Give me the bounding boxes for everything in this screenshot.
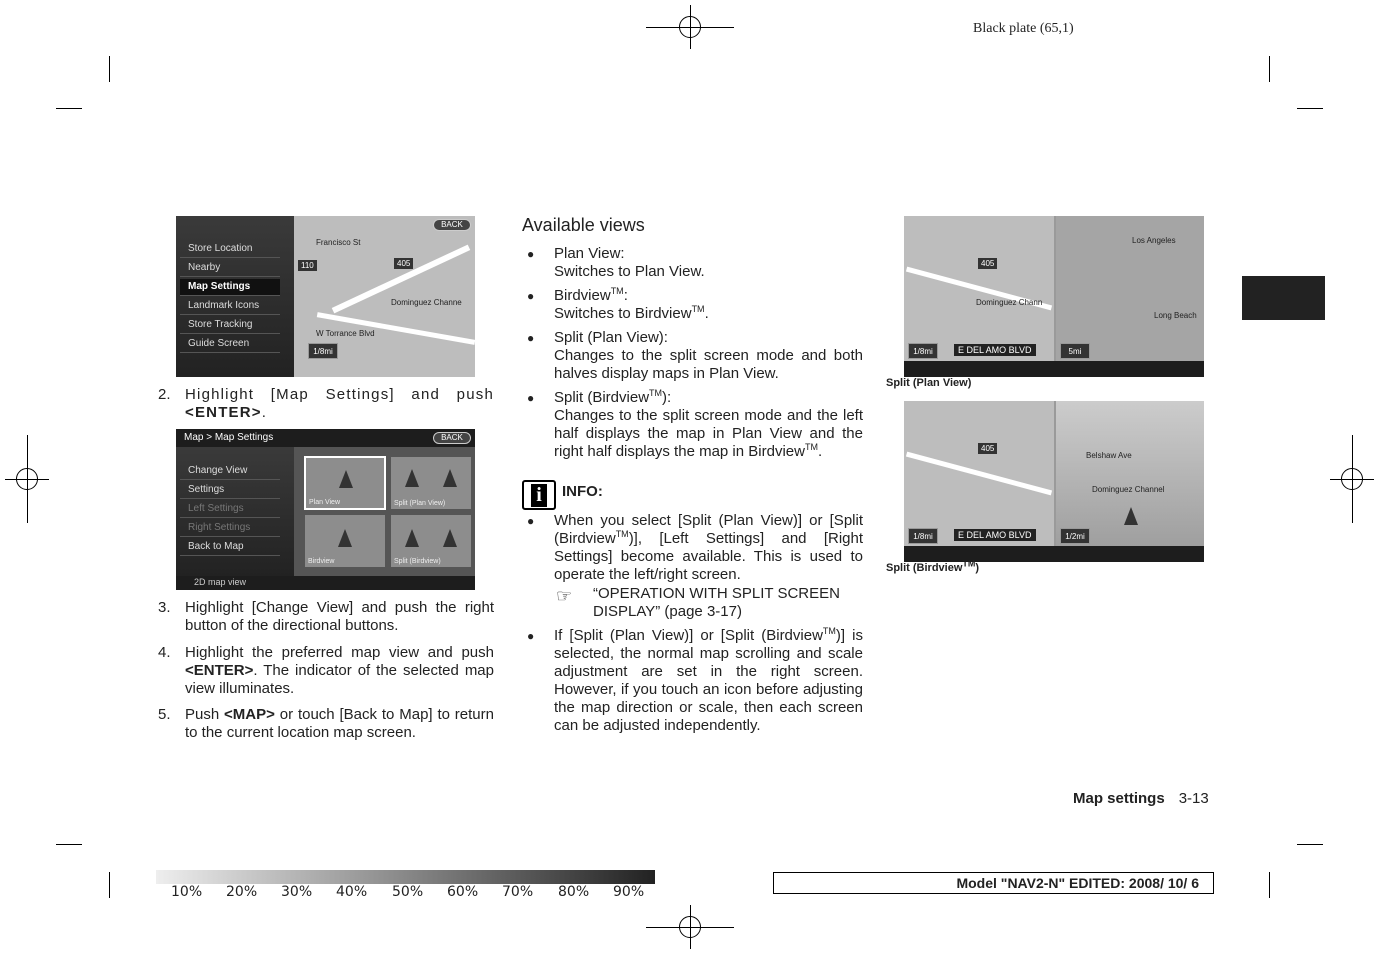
plate-label: Black plate (65,1) — [973, 21, 1074, 36]
info-text — [554, 512, 863, 584]
info-text-part: )] is selected, the normal map scrolling and scale adjustment are set in the right screen. However, if you touch an icon before adjusting the map direction or scale, then each screen can be adjusted independently. — [554, 627, 863, 734]
screenshot-split-plan — [904, 216, 1204, 377]
street-name: E DEL AMO BLVD — [954, 529, 1036, 541]
map-label: Francisco St — [316, 238, 361, 247]
percent-label: 10% — [171, 884, 203, 900]
side-menu — [176, 216, 294, 377]
street-name: E DEL AMO BLVD — [954, 344, 1036, 356]
desc-end: . — [817, 443, 823, 460]
map-label: Dominguez Channe — [391, 298, 462, 307]
trademark: TM — [615, 529, 629, 539]
caption-text: Split (Birdview — [886, 562, 963, 574]
crop-mark — [56, 108, 82, 109]
menu-item-change-view[interactable]: Change View — [180, 463, 280, 480]
crop-mark — [109, 56, 110, 82]
step-text — [185, 706, 494, 742]
scale-indicator[interactable]: 1/8mi — [308, 343, 338, 359]
gray-scale-bar — [156, 870, 655, 884]
menu-item-right-settings[interactable]: Right Settings — [180, 520, 280, 537]
menu-item-landmark-icons[interactable]: Landmark Icons — [180, 298, 280, 315]
info-text-part: )], [Left Settings] and [Right Settings] become available. This is used to operate the left/right screen. — [554, 530, 863, 583]
view-item-title — [554, 287, 863, 305]
map-label: W Torrance Blvd — [316, 329, 375, 338]
desc-end: . — [704, 305, 709, 322]
back-button[interactable]: BACK — [433, 219, 471, 231]
step-text-part: Push — [185, 706, 225, 723]
vehicle-arrow-icon — [1124, 507, 1138, 525]
step-text: Highlight [Change View] and push the right button of the directional buttons. — [185, 599, 494, 634]
tile-label: Split (Plan View) — [394, 500, 446, 507]
title-text: Split (Birdview — [554, 389, 650, 406]
arrow-icon — [443, 529, 457, 547]
scale-indicator-left[interactable]: 1/8mi — [908, 343, 938, 359]
percent-label: 50% — [392, 884, 424, 900]
bullet: ● — [527, 247, 535, 261]
title-text: Birdview — [554, 287, 611, 304]
percent-label: 40% — [336, 884, 368, 900]
section-heading: Available views — [522, 215, 645, 235]
crop-mark — [1269, 56, 1270, 82]
info-text-part: If [Split (Plan View)] or [Split (Birdview — [554, 627, 823, 644]
scale-indicator-right[interactable]: 1/2mi — [1060, 528, 1090, 544]
percent-label: 80% — [558, 884, 590, 900]
highway-shield: 405 — [978, 443, 997, 454]
caption-split-birdview — [886, 558, 980, 574]
trademark: TM — [822, 626, 836, 636]
highway-shield: 405 — [978, 258, 997, 269]
menu-item-back-to-map[interactable]: Back to Map — [180, 539, 280, 556]
highway-shield: 405 — [394, 258, 413, 269]
status-bar: 2D map view — [176, 576, 475, 590]
scale-indicator-left[interactable]: 1/8mi — [908, 528, 938, 544]
page-footer — [1073, 790, 1209, 807]
crop-mark — [1297, 108, 1323, 109]
step-text-part: . The indicator of the selected map view illuminates. — [185, 662, 494, 697]
section-name: Map settings — [1073, 790, 1165, 807]
view-tile-plan[interactable] — [304, 456, 386, 510]
percent-label: 30% — [281, 884, 313, 900]
bullet: ● — [527, 391, 535, 405]
percent-label: 90% — [613, 884, 645, 900]
key-label: <MAP> — [224, 706, 275, 723]
menu-item-map-settings[interactable]: Map Settings — [180, 279, 280, 296]
bullet: ● — [527, 514, 535, 528]
view-item-text — [554, 329, 863, 383]
menu-item-left-settings[interactable]: Left Settings — [180, 501, 280, 518]
registration-mark-bottom — [668, 905, 712, 949]
map-label: Dominguez Chann — [976, 298, 1043, 307]
desc-text: Switches to Birdview — [554, 305, 692, 322]
crop-mark — [1269, 872, 1270, 898]
view-tile-split-birdview[interactable] — [390, 514, 472, 568]
scale-indicator-right[interactable]: 5mi — [1060, 343, 1090, 359]
info-text-part: When you select [Split (Plan View)] or [Split (Birdview — [554, 512, 863, 547]
menu-item-nearby[interactable]: Nearby — [180, 260, 280, 277]
tile-label: Plan View — [309, 499, 341, 506]
screenshot-map-settings — [176, 429, 475, 590]
view-item-text — [554, 389, 863, 461]
caption-split-plan: Split (Plan View) — [886, 377, 972, 389]
menu-item-store-location[interactable]: Store Location — [180, 241, 280, 258]
title-colon: ): — [662, 389, 672, 406]
crop-mark — [109, 872, 110, 898]
trademark: TM — [610, 286, 624, 296]
view-item-desc: Changes to the split screen mode and both halves display maps in Plan View. — [554, 347, 863, 382]
percent-label: 70% — [502, 884, 534, 900]
trademark: TM — [804, 442, 818, 452]
trademark: TM — [649, 388, 663, 398]
view-item-title: Split (Plan View): — [554, 329, 668, 346]
step-text-part: or touch [Back to Map] to return to the current location map screen. — [185, 706, 494, 741]
step-number: 3. — [158, 599, 171, 616]
step-number: 5. — [158, 706, 171, 723]
map-label: Belshaw Ave — [1086, 451, 1132, 460]
registration-mark-left — [5, 457, 49, 501]
view-item-text — [554, 245, 863, 281]
tile-label: Birdview — [308, 558, 335, 565]
step-text — [185, 386, 494, 422]
view-item-desc — [554, 305, 863, 323]
arrow-icon — [338, 529, 352, 547]
menu-item-store-tracking[interactable]: Store Tracking — [180, 317, 280, 334]
menu-item-settings[interactable]: Settings — [180, 482, 280, 499]
map-label: Long Beach — [1154, 311, 1197, 320]
side-menu — [176, 447, 294, 577]
info-icon: i — [522, 480, 556, 510]
desc-text: Changes to the split screen mode and the left half displays the map in Plan View and the right half displays the map in Birdview — [554, 407, 863, 460]
highway-shield: 110 — [298, 260, 317, 271]
crop-mark — [56, 844, 82, 845]
map-label: Dominguez Channel — [1092, 485, 1165, 494]
bullet: ● — [527, 331, 535, 345]
step-text-part: Highlight [Map Settings] and push — [185, 386, 494, 403]
tile-label: Split (Birdview) — [394, 558, 441, 565]
arrow-icon — [405, 529, 419, 547]
view-tile-split-plan[interactable] — [390, 456, 472, 510]
trademark: TM — [962, 558, 976, 569]
view-item-title: Plan View: — [554, 245, 625, 262]
crop-mark — [1297, 844, 1323, 845]
model-edit-box: Model "NAV2-N" EDITED: 2008/ 10/ 6 — [773, 872, 1214, 894]
step-number: 2. — [158, 386, 171, 403]
trademark: TM — [691, 304, 705, 314]
key-label: <ENTER> — [185, 662, 254, 679]
view-tile-birdview[interactable] — [304, 514, 386, 568]
percent-label: 60% — [447, 884, 479, 900]
key-label: <ENTER> — [185, 404, 262, 421]
screenshot-map-menu — [176, 216, 475, 377]
chapter-tab — [1242, 276, 1325, 320]
title-colon: : — [623, 287, 628, 304]
view-item-desc — [554, 407, 863, 461]
bottom-bar — [904, 361, 1204, 377]
percent-label: 20% — [226, 884, 258, 900]
view-item-desc: Switches to Plan View. — [554, 263, 705, 280]
info-text — [554, 627, 863, 735]
arrow-icon — [405, 469, 419, 487]
menu-item-guide-screen[interactable]: Guide Screen — [180, 336, 280, 353]
registration-mark-top — [668, 5, 712, 49]
info-label: INFO: — [562, 483, 603, 500]
step-text-part: . — [261, 404, 268, 421]
cross-reference[interactable]: “OPERATION WITH SPLIT SCREEN DISPLAY” (page 3-17) — [593, 585, 840, 620]
step-text — [185, 644, 494, 698]
registration-mark-right — [1330, 457, 1374, 501]
bullet: ● — [527, 629, 535, 643]
step-number: 4. — [158, 644, 171, 661]
reference-hand-icon: ☞ — [556, 586, 573, 606]
map-label: Los Angeles — [1132, 236, 1176, 245]
bullet: ● — [527, 289, 535, 303]
page-number: 3-13 — [1178, 790, 1209, 807]
view-item-text — [554, 287, 863, 323]
arrow-icon — [443, 469, 457, 487]
arrow-icon — [339, 470, 353, 488]
back-button[interactable]: BACK — [433, 432, 471, 444]
screenshot-split-birdview — [904, 401, 1204, 562]
view-item-title — [554, 389, 863, 407]
step-text-part: Highlight the preferred map view and push — [185, 644, 494, 661]
screen-title: Map > Map Settings — [176, 429, 475, 447]
bottom-bar — [904, 546, 1204, 562]
caption-close: ) — [975, 562, 980, 574]
